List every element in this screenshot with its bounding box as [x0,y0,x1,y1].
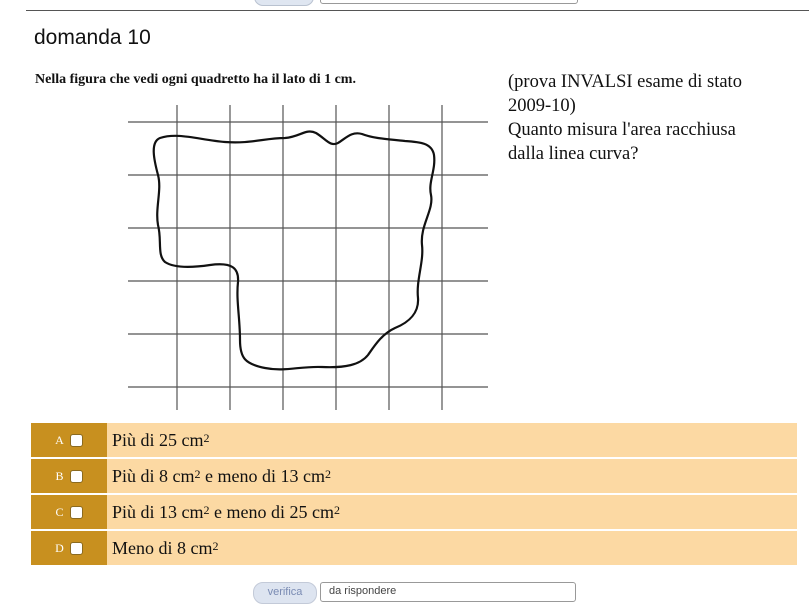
superscript: 2 [334,502,340,517]
answer-checkbox[interactable] [70,506,83,519]
answer-key [31,459,107,493]
answer-text [107,459,331,493]
prompt-line: (prova INVALSI esame di stato [508,72,742,92]
answer-text-main: Meno di 8 cm [112,537,213,558]
answer-letter: C [55,504,64,519]
answer-checkbox[interactable] [70,470,83,483]
answer-key [31,423,107,457]
answer-text-secondary: e meno di 13 cm [200,465,325,486]
answer-text [107,531,219,565]
grid-figure [120,92,495,417]
question-title: domanda 10 [34,26,151,49]
answer-checkbox[interactable] [70,434,83,447]
superscript: 2 [194,466,201,481]
answer-option-b[interactable] [31,459,797,493]
answer-key [31,495,107,529]
answer-option-d[interactable] [31,531,797,565]
figure-caption: Nella figura che vedi ogni quadretto ha il lato di 1 cm. [35,72,356,87]
answer-text [107,423,210,457]
answer-text-main: Più di 8 cm [112,465,195,486]
answer-text-main: Più di 13 cm [112,501,204,522]
answer-key [31,531,107,565]
answer-text-main: Più di 25 cm [112,429,204,450]
answer-text-secondary: e meno di 25 cm [209,501,334,522]
answer-checkbox[interactable] [70,542,83,555]
question-prompt [508,70,798,166]
answer-letter: D [55,540,64,555]
answer-text [107,495,340,529]
answer-options [31,423,797,567]
answer-option-c[interactable] [31,495,797,529]
superscript: 2 [325,466,331,481]
top-status-field [320,0,578,4]
prompt-line: Quanto misura l'area racchiusa [508,120,736,140]
answer-letter: A [55,432,64,447]
superscript: 2 [203,430,210,445]
verify-button[interactable]: verifica [253,582,317,604]
top-verify-button[interactable] [254,0,314,6]
superscript: 2 [212,538,219,553]
answer-option-a[interactable] [31,423,797,457]
grid-lines [128,105,488,410]
prompt-line: dalla linea curva? [508,144,639,164]
superscript: 2 [203,502,210,517]
prompt-line: 2009-10) [508,96,576,116]
answer-letter: B [55,468,64,483]
answer-status-field: da rispondere [320,582,576,602]
divider [26,10,809,11]
